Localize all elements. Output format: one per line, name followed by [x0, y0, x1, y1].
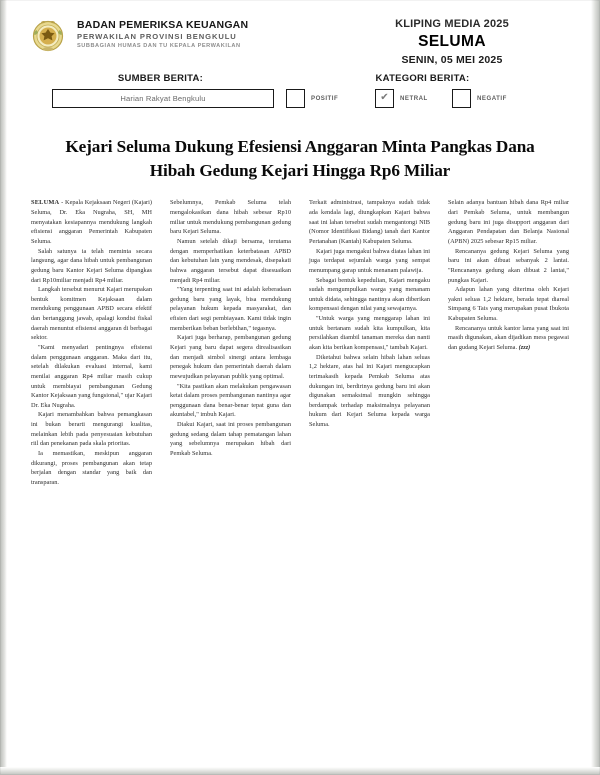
checkbox-netral-label: NETRAL — [400, 94, 428, 102]
article-column-2 — [161, 198, 300, 487]
article-byline-signature: (zzz) — [517, 344, 531, 351]
article-paragraph: Sebelumnya, Pemkab Seluma telah mengalokasikan dana hibah sebesar Rp10 miliar untuk mendukung pembangunan gedung baru Kejari Seluma. — [170, 199, 291, 236]
article-paragraph: "Yang terpenting saat ini adalah keberadaan gedung baru yang layak, bisa mendukung pelayanan hukum kepada masyarakat, dan efisien dari segi pembiayaan. Kami tidak ingin memberikan beban berlebihan," tegasnya. — [170, 286, 291, 332]
article-paragraph: Adapun lahan yang diterima oleh Kejari yakni seluas 1,2 hektare, berada tepat diareal Simpang 6 Tais yang merupakan pusat Ibukota Kabupaten Seluma. — [448, 286, 569, 323]
bpk-garuda-emblem-icon — [28, 16, 68, 56]
publication-date: SENIN, 05 MEI 2025 — [401, 53, 503, 66]
article-body — [22, 198, 578, 487]
article-paragraph: SELUMA - Kepala Kejaksaan Negeri (Kajari) Seluma, Dr. Eka Nugraha, SH, MH menyatakan kesiapannya mendukung langkah efisiensi anggaran Pemerintah Kabupaten Seluma. — [31, 199, 152, 245]
article-paragraph: Diakui Kajari, saat ini proses pembangunan gedung sedang dalam tahap pematangan lahan yang sebelumnya merupakan hibah dari Pemkab Seluma. — [170, 421, 291, 458]
article-paragraph: Kajari juga berharap, pembangunan gedung Kejari yang baru dapat segera direalisasikan dan menjadi simbol sinergi antara lembaga penegak hukum dan pemerintah daerah dalam mewujudkan pelayanan publik yang optimal. — [170, 334, 291, 380]
article-paragraph: Rencananya untuk kantor lama yang saat ini masih digunakan, akan dijadikan mess pegawai dan gudang Kejari Seluma. (zzz) — [448, 324, 569, 351]
article-paragraph: Langkah tersebut menurut Kajari merupakan bentuk komitmen Kejaksaan dalam mendukung penggunaan APBD secara efektif dan bertanggung jawab, apalagi kondisi fiskal daerah menuntut efisiensi anggaran di berbagai sektor. — [31, 286, 152, 342]
article-paragraph: Sebagai bentuk kepedulian, Kajari mengaku sudah mengumpulkan warga yang menanam untuk didata, sehingga nantinya akan diberikan kompensasi dengan nilai yang sewajarnya. — [309, 276, 430, 313]
article-lede: SELUMA — [31, 199, 60, 207]
org-name-line2: PERWAKILAN PROVINSI BENGKULU — [77, 32, 237, 42]
checkbox-positif[interactable] — [286, 89, 305, 108]
sumber-berita-value: Harian Rakyat Bengkulu — [120, 93, 206, 103]
article-paragraph: Kajari menambahkan bahwa pemangkasan ini bukan berarti mengurangi kualitas, melainkan lebih pada penyesuaian kebutuhan riil dan penekanan pada skala prioritas. — [31, 411, 152, 448]
article-paragraph: Salah satunya ia telah meminta secara langsung, agar dana hibah untuk pembangunan gedung baru Kantor Kejari Seluma dipangkas dari Rp10miliar menjadi Rp4 miliar. — [31, 247, 152, 284]
article-paragraph: Terkait administrasi, tampaknya sudah tidak ada kendala lagi, diungkapkan Kajari bahwa saat ini lahan tersebut sudah mengantongi NIB (Nomor Identifikasi Bidang) tanah dari Kantor Pertanahan (Kantah) Kabupaten Seluma. — [309, 199, 430, 245]
region-title: SELUMA — [418, 32, 486, 50]
org-name-line1: BADAN PEMERIKSA KEUANGAN — [77, 19, 249, 31]
checkbox-netral[interactable] — [375, 89, 394, 108]
kategori-option-positif[interactable] — [286, 89, 338, 108]
article-column-3 — [300, 198, 439, 487]
kategori-berita-label: KATEGORI BERITA: — [375, 72, 470, 84]
article-paragraph: "Kita pastikan akan melakukan pengawasan ketat dalam proses pembangunan nantinya agar penggunaan dana benar-benar tepat guna dan akuntabel," imbuh Kajari. — [170, 382, 291, 419]
sumber-berita-field[interactable] — [52, 89, 274, 108]
article-paragraph: Kajari juga mengakui bahwa diatas lahan ini juga terdapat sejumlah warga yang sempat menumpang garap untuk menanam palawija. — [309, 247, 430, 274]
kategori-option-negatif[interactable] — [452, 89, 507, 108]
article-paragraph: Diketahui bahwa selain hibah lahan seluas 1,2 hektare, atas hal ini Kajari mengucapkan terimakasih kepada Pemkab Seluma atas dukungan ini, berdirinya gedung baru ini akan digunakan semaksimal mungkin sehingga berdampak terhadap maksimalnya pelayanan hukum dari Kejari Seluma kepada warga Seluma. — [309, 353, 430, 429]
checkbox-positif-label: POSITIF — [311, 94, 339, 102]
document-title-block — [328, 16, 582, 69]
sumber-berita-label: SUMBER BERITA: — [117, 72, 204, 84]
article-column-1 — [22, 198, 161, 487]
article-headline: Kejari Seluma Dukung Efesiensi Anggaran Minta Pangkas Dana Hibah Gedung Kejari Hingga Rp6 Miliar — [65, 136, 535, 181]
article-paragraph: "Kami menyadari pentingnya efisiensi dalam penggunaan anggaran. Maka dari itu, setelah dilakukan evaluasi internal, kami menilai anggaran Rp4 miliar masih cukup untuk membiayai pembangunan Gedung Kantor Kejaksaan yang fungsional," ujar Kajari Dr. Eka Nugraha. — [31, 344, 152, 409]
org-name-line3: SUBBAGIAN HUMAS DAN TU KEPALA PERWAKILAN — [77, 43, 241, 50]
article-paragraph: Rencananya gedung Kejari Seluma yang baru ini akan dibuat sebanyak 2 lantai. "Rencananya gedung akan dibuat 2 lantai," pungkas Kajari. — [448, 247, 569, 284]
checkbox-netral-mark: ✔ — [380, 92, 389, 104]
scan-edge-bottom — [0, 767, 600, 775]
article-paragraph: Selain adanya bantuan hibah dana Rp4 miliar dari Pemkab Seluma, untuk membangun gedung baru ini juga disupport anggaran dari Anggaran Pendapatan dan Belanja Nasional (APBN) 2025 sebesar Rp15 miliar. — [448, 199, 569, 245]
article-column-4 — [439, 198, 578, 487]
organization-brand — [18, 16, 328, 56]
document-header — [0, 0, 600, 69]
kliping-label: KLIPING MEDIA 2025 — [395, 18, 509, 30]
article-paragraph: Namun setelah dikaji bersama, terutama dengan memperhatikan keterbatasan APBD dan kebutuhan lain yang mendesak, disepakati bahwa anggaran tersebut dapat disesuaikan menjadi Rp4 miliar. — [170, 237, 291, 284]
article-paragraph: Ia memastikan, meskipun anggaran dikurangi, proses pembangunan akan tetap berjalan dengan standar yang baik dan transparan. — [31, 450, 152, 486]
checkbox-negatif-label: NEGATIF — [477, 94, 507, 102]
article-paragraph: "Untuk warga yang menggarap lahan ini untuk bertanam sudah kita kumpulkan, kita persilahkan diambil tanaman mereka dan nanti akan kita berikan kompensasi," tambah Kajari. — [309, 315, 430, 351]
metadata-row — [0, 73, 600, 119]
kategori-option-netral[interactable] — [375, 89, 428, 108]
checkbox-negatif[interactable] — [452, 89, 471, 108]
